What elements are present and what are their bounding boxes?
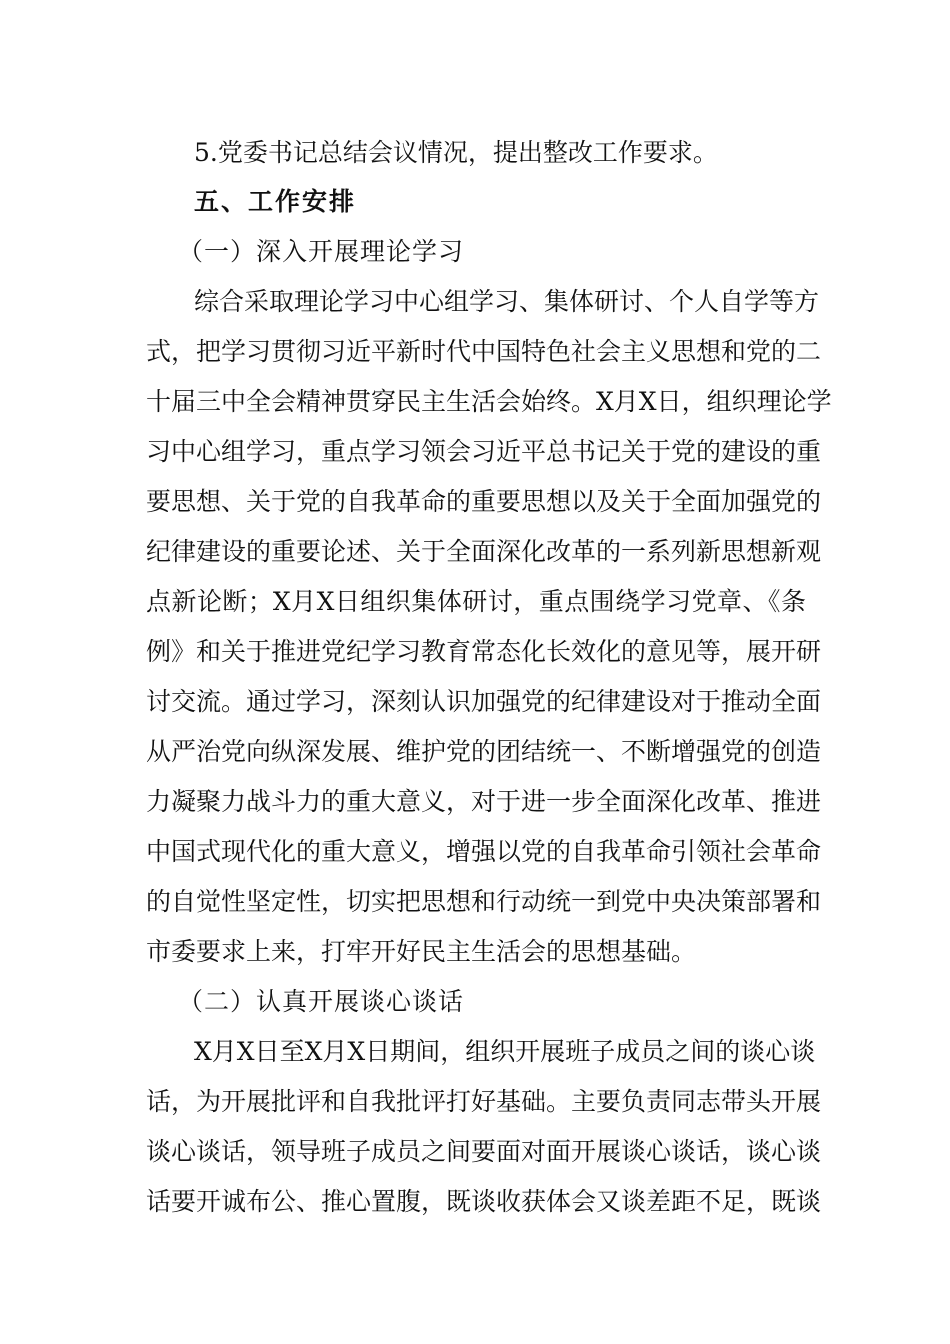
paragraph-line: 从严治党向纵深发展、维护党的团结统一、不断增强党的创造: [146, 737, 822, 766]
paragraph-line: 式，把学习贯彻习近平新时代中国特色社会主义思想和党的二: [146, 337, 822, 366]
paragraph-line: 话，为开展批评和自我批评打好基础。主要负责同志带头开展: [146, 1087, 822, 1116]
section-heading: 五、工作安排: [194, 187, 357, 216]
paragraph-line: 话要开诚布公、推心置腹，既谈收获体会又谈差距不足，既谈: [146, 1187, 822, 1216]
list-item-5: 5.党委书记总结会议情况，提出整改工作要求。: [194, 138, 718, 167]
paragraph-line: 综合采取理论学习中心组学习、集体研讨、个人自学等方: [194, 287, 820, 316]
paragraph-line: 谈心谈话，领导班子成员之间要面对面开展谈心谈话，谈心谈: [146, 1137, 822, 1166]
paragraph-line: 讨交流。通过学习，深刻认识加强党的纪律建设对于推动全面: [146, 687, 822, 716]
paragraph-line: 习中心组学习，重点学习领会习近平总书记关于党的建设的重: [146, 437, 822, 466]
paragraph-line: 市委要求上来，打牢开好民主生活会的思想基础。: [146, 937, 697, 966]
paragraph-line: 十届三中全会精神贯穿民主生活会始终。X月X日，组织理论学: [146, 387, 832, 416]
paragraph-line: 中国式现代化的重大意义，增强以党的自我革命引领社会革命: [146, 837, 822, 866]
subsection-heading-1: （一）深入开展理论学习: [178, 237, 465, 266]
paragraph-line: 力凝聚力战斗力的重大意义，对于进一步全面深化改革、推进: [146, 787, 822, 816]
paragraph-line: 例》和关于推进党纪学习教育常态化长效化的意见等，展开研: [146, 637, 822, 666]
paragraph-line: 纪律建设的重要论述、关于全面深化改革的一系列新思想新观: [146, 537, 822, 566]
paragraph-line: 点新论断；X月X日组织集体研讨，重点围绕学习党章、《条: [146, 587, 806, 616]
paragraph-line: 的自觉性坚定性，切实把思想和行动统一到党中央决策部署和: [146, 887, 822, 916]
subsection-heading-2: （二）认真开展谈心谈话: [178, 987, 465, 1016]
paragraph-line: X月X日至X月X日期间，组织开展班子成员之间的谈心谈: [194, 1037, 816, 1066]
paragraph-line: 要思想、关于党的自我革命的重要思想以及关于全面加强党的: [146, 487, 822, 516]
